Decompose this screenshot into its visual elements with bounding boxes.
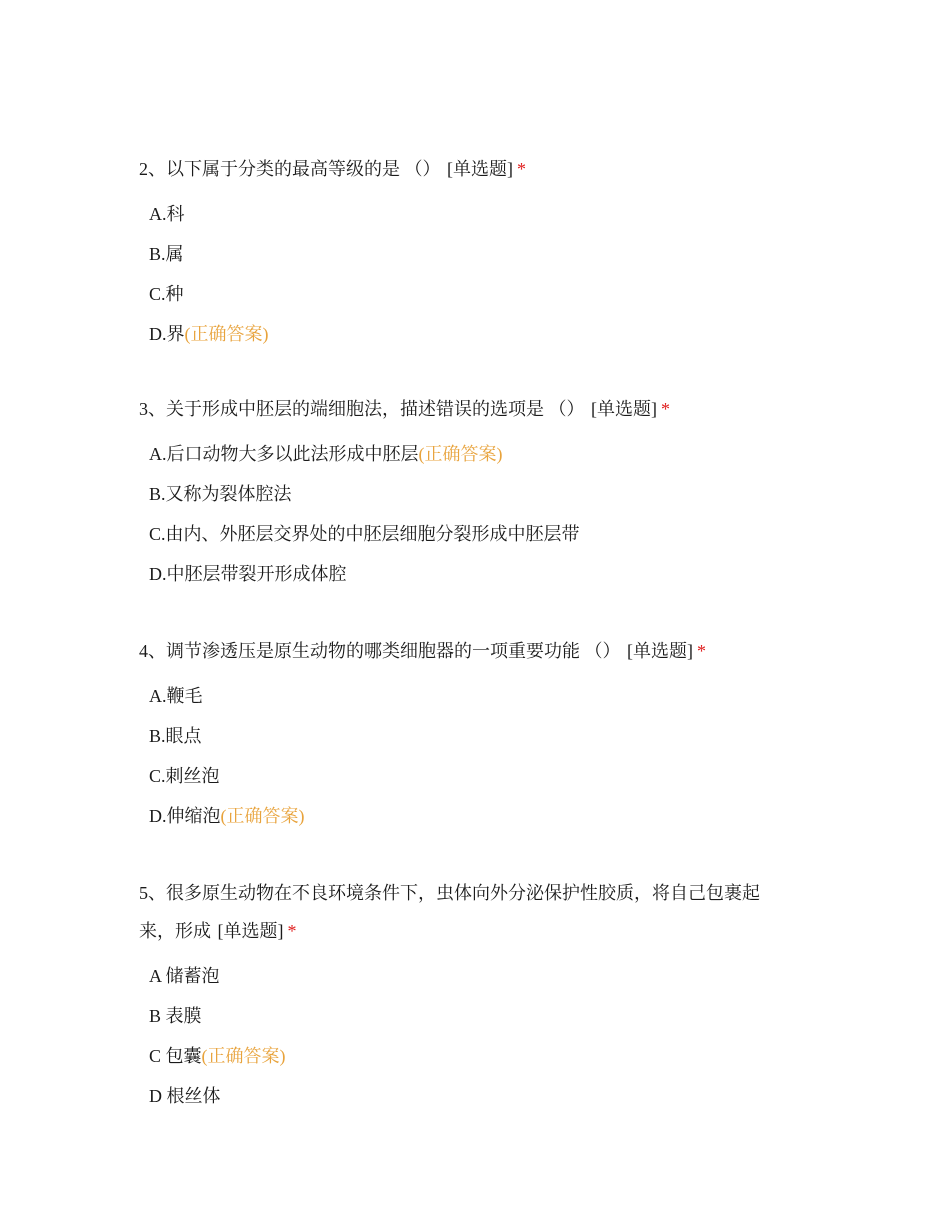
question-title [139, 390, 799, 428]
question-type-tag: [单选题] [591, 399, 657, 419]
question-4 [139, 632, 799, 836]
question-type-tag: [单选题] [447, 159, 513, 179]
option-d[interactable] [139, 796, 799, 836]
option-label: B.又称为裂体腔法 [149, 484, 292, 504]
option-a[interactable] [139, 194, 799, 234]
correct-answer-marker: (正确答案) [418, 444, 503, 464]
option-list [139, 194, 799, 354]
option-d[interactable] [139, 554, 799, 594]
question-type-tag: [单选题] [627, 641, 693, 661]
question-3 [139, 390, 799, 594]
question-text: 4、调节渗透压是原生动物的哪类细胞器的一项重要功能 （） [139, 641, 621, 661]
option-label: A.鞭毛 [149, 686, 203, 706]
option-list [139, 956, 789, 1116]
required-marker: * [517, 159, 526, 179]
question-title [139, 632, 799, 670]
option-b[interactable] [139, 234, 799, 274]
required-marker: * [661, 399, 670, 419]
option-label: B.眼点 [149, 726, 202, 746]
option-b[interactable] [139, 474, 799, 514]
option-label: D.界 [149, 324, 185, 344]
question-title [139, 874, 789, 950]
option-a[interactable] [139, 676, 799, 716]
option-c[interactable] [139, 274, 799, 314]
option-a[interactable] [139, 434, 799, 474]
question-2 [139, 150, 799, 354]
option-label: C 包囊 [149, 1046, 202, 1066]
option-b[interactable] [139, 996, 789, 1036]
option-label: C.种 [149, 284, 184, 304]
option-label: A.后口动物大多以此法形成中胚层 [149, 444, 419, 464]
option-label: B 表膜 [149, 1006, 202, 1026]
question-text: 3、关于形成中胚层的端细胞法，描述错误的选项是 （） [139, 399, 585, 419]
correct-answer-marker: (正确答案) [201, 1046, 286, 1066]
option-label: B.属 [149, 244, 184, 264]
required-marker: * [697, 641, 706, 661]
option-label: C.刺丝泡 [149, 766, 220, 786]
option-label: D.中胚层带裂开形成体腔 [149, 564, 347, 584]
option-label: A 储蓄泡 [149, 966, 220, 986]
question-type-tag: [单选题] [217, 921, 284, 941]
option-list [139, 676, 799, 836]
option-c[interactable] [139, 756, 799, 796]
question-5 [139, 874, 789, 1116]
option-c[interactable] [139, 514, 799, 554]
required-marker: * [287, 921, 297, 941]
option-a[interactable] [139, 956, 789, 996]
option-c[interactable] [139, 1036, 789, 1076]
option-label: A.科 [149, 204, 185, 224]
option-d[interactable] [139, 314, 799, 354]
option-b[interactable] [139, 716, 799, 756]
option-label: D.伸缩泡 [149, 806, 221, 826]
question-text: 2、以下属于分类的最高等级的是 （） [139, 159, 441, 179]
correct-answer-marker: (正确答案) [220, 806, 305, 826]
option-label: D 根丝体 [149, 1086, 221, 1106]
question-text: 5、很多原生动物在不良环境条件下，虫体向外分泌保护性胶质，将自己包裹起来，形成 [139, 883, 760, 941]
question-title [139, 150, 799, 188]
option-label: C.由内、外胚层交界处的中胚层细胞分裂形成中胚层带 [149, 524, 580, 544]
correct-answer-marker: (正确答案) [184, 324, 269, 344]
option-list [139, 434, 799, 594]
option-d[interactable] [139, 1076, 789, 1116]
